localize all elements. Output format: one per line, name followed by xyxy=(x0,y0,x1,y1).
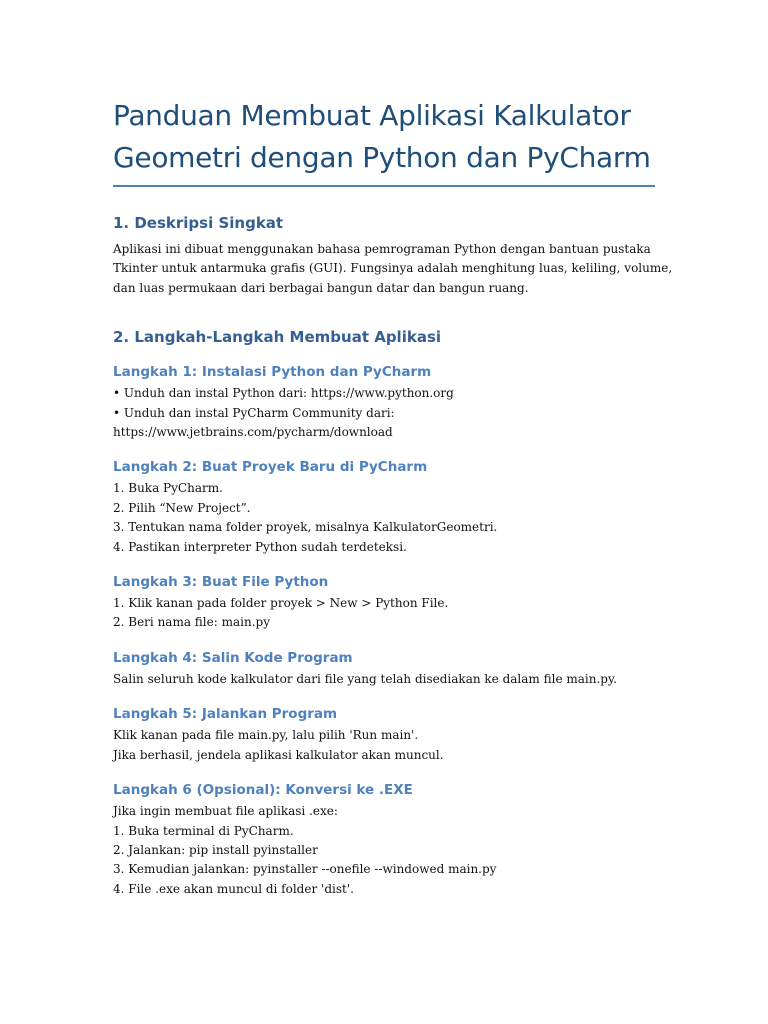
step-line: 1. Klik kanan pada folder proyek > New > Python File. xyxy=(113,596,449,611)
step-2-heading: Langkah 2: Buat Proyek Baru di PyCharm xyxy=(113,459,428,476)
step-1-heading: Langkah 1: Instalasi Python dan PyCharm xyxy=(113,364,432,381)
step-line: 4. File .exe akan muncul di folder 'dist'. xyxy=(113,881,354,896)
section-langkah xyxy=(113,327,658,899)
step-4 xyxy=(113,649,658,689)
paragraph-line: dan luas permukaan dari berbagai bangun datar dan bangun ruang. xyxy=(113,280,529,295)
section-deskripsi xyxy=(113,213,673,298)
step-line: 2. Jalankan: pip install pyinstaller xyxy=(113,842,318,857)
title-underline-rule xyxy=(113,185,655,187)
step-3 xyxy=(113,573,658,633)
step-line: • Unduh dan instal PyCharm Community dari: xyxy=(113,405,395,420)
title-line-2: Geometri dengan Python dan PyCharm xyxy=(113,141,651,174)
step-1-body xyxy=(113,384,658,442)
step-6-heading: Langkah 6 (Opsional): Konversi ke .EXE xyxy=(113,782,413,799)
step-line: https://www.jetbrains.com/pycharm/download xyxy=(113,425,393,440)
step-line: 2. Beri nama file: main.py xyxy=(113,615,270,630)
step-6-body xyxy=(113,802,658,899)
step-line: 1. Buka terminal di PyCharm. xyxy=(113,823,294,838)
section-2-heading: 2. Langkah-Langkah Membuat Aplikasi xyxy=(113,328,442,347)
step-line: 2. Pilih “New Project”. xyxy=(113,500,251,515)
step-line: 1. Buka PyCharm. xyxy=(113,481,223,496)
section-1-heading: 1. Deskripsi Singkat xyxy=(113,214,284,232)
step-1 xyxy=(113,363,658,442)
step-4-body xyxy=(113,670,658,689)
step-line: 3. Kemudian jalankan: pyinstaller --onefile --windowed main.py xyxy=(113,862,497,877)
step-6 xyxy=(113,781,658,899)
step-line: • Unduh dan instal Python dari: https://www.python.org xyxy=(113,386,454,401)
step-line: 3. Tentukan nama folder proyek, misalnya KalkulatorGeometri. xyxy=(113,520,498,535)
step-5-body xyxy=(113,726,658,765)
section-1-paragraph xyxy=(113,240,673,298)
step-5 xyxy=(113,705,658,765)
step-line: 4. Pastikan interpreter Python sudah terdeteksi. xyxy=(113,539,407,554)
step-line: Klik kanan pada file main.py, lalu pilih 'Run main'. xyxy=(113,728,419,743)
document-page xyxy=(113,95,673,899)
step-2-body xyxy=(113,479,658,557)
step-line: Salin seluruh kode kalkulator dari file yang telah disediakan ke dalam file main.py. xyxy=(113,671,617,686)
step-line: Jika berhasil, jendela aplikasi kalkulator akan muncul. xyxy=(113,747,444,762)
step-3-body xyxy=(113,594,658,633)
step-line: Jika ingin membuat file aplikasi .exe: xyxy=(113,804,338,819)
paragraph-line: Aplikasi ini dibuat menggunakan bahasa pemrograman Python dengan bantuan pustaka xyxy=(113,242,651,256)
title-line-1: Panduan Membuat Aplikasi Kalkulator xyxy=(113,99,631,132)
step-5-heading: Langkah 5: Jalankan Program xyxy=(113,706,338,723)
step-4-heading: Langkah 4: Salin Kode Program xyxy=(113,649,353,666)
step-3-heading: Langkah 3: Buat File Python xyxy=(113,574,329,591)
paragraph-line: Tkinter untuk antarmuka grafis (GUI). Fungsinya adalah menghitung luas, keliling, volume, xyxy=(113,261,673,276)
step-2 xyxy=(113,458,658,557)
document-title xyxy=(113,95,658,185)
